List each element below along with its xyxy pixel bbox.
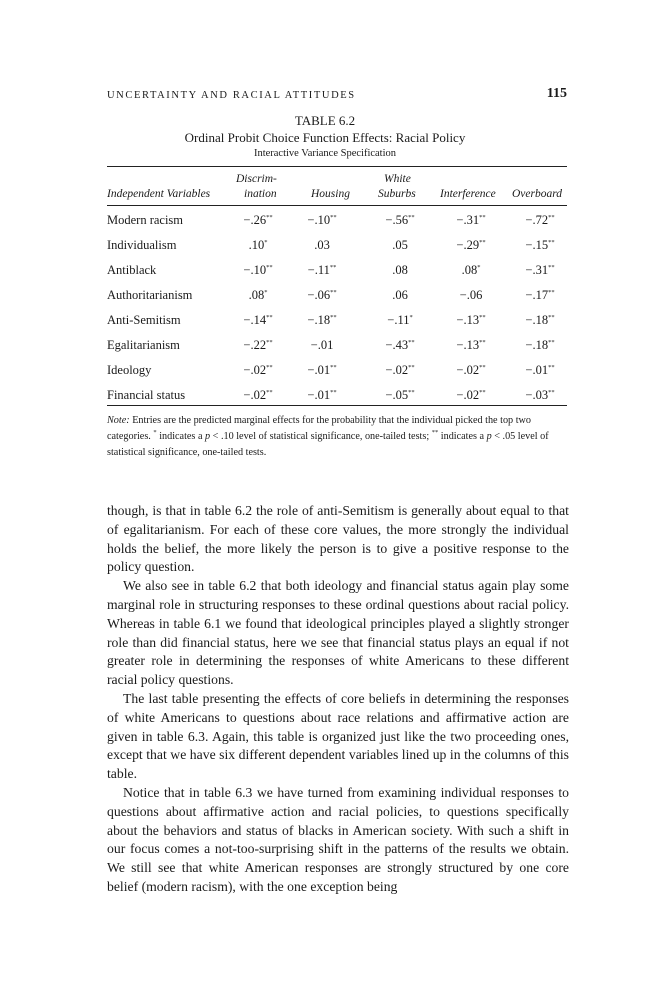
cell-value: −.03 <box>525 388 549 402</box>
cell-value: −.05 <box>385 388 409 402</box>
note-text-2: indicates a <box>156 431 206 442</box>
cell-value: −.06 <box>459 288 483 302</box>
cell-value: .08 <box>392 263 408 277</box>
page-number: 115 <box>546 86 567 101</box>
table-cell <box>292 338 352 353</box>
table-cell <box>292 288 352 303</box>
cell-value: −.18 <box>307 313 331 327</box>
cell-value: −.56 <box>385 213 409 227</box>
column-header-overboard: Overboard <box>512 188 563 200</box>
table-cell <box>228 338 288 353</box>
significance-marker: ** <box>408 214 415 221</box>
significance-marker: ** <box>266 314 273 321</box>
significance-marker: * <box>409 314 413 321</box>
column-header-independent-variables: Independent Variables <box>107 188 211 200</box>
table-cell <box>510 388 570 403</box>
cell-value: −.02 <box>243 363 267 377</box>
significance-marker: ** <box>330 214 337 221</box>
cell-value: .08 <box>461 263 478 277</box>
paragraph-1: though, is that in table 6.2 the role of anti-Semitism is generally about equal to that of egalitarianism. For each of these core values, the more strongly the individual holds the belief, the more likely the person is to give a positive response to the policy question. <box>107 503 569 575</box>
significance-marker: ** <box>408 339 415 346</box>
cell-value: −.72 <box>525 213 549 227</box>
table-cell <box>228 238 288 253</box>
significance-marker: ** <box>548 289 555 296</box>
cell-value: −.06 <box>307 288 331 302</box>
significance-marker: ** <box>479 239 486 246</box>
cell-value: −.11 <box>387 313 410 327</box>
table-cell <box>292 213 352 228</box>
note-text-1: Entries are the predicted marginal effects for the probability that the individual picked the top two categories. <box>107 415 531 442</box>
cell-value: −.43 <box>385 338 409 352</box>
significance-marker: ** <box>408 364 415 371</box>
table-cell <box>292 263 352 278</box>
cell-value: −.13 <box>456 313 480 327</box>
cell-value: −.01 <box>310 338 334 352</box>
column-header-white-suburbs-line2: Suburbs <box>378 188 416 200</box>
row-variable-label: Modern racism <box>107 213 184 227</box>
cell-value: −.18 <box>525 338 549 352</box>
table-cell <box>370 313 430 328</box>
table-label: TABLE 6.2 <box>294 113 356 128</box>
table-bottom-rule <box>107 405 567 406</box>
column-header-discrimination-line1: Discrim- <box>236 173 277 185</box>
cell-value: −.10 <box>243 263 267 277</box>
column-header-white-suburbs-line1: White <box>384 173 411 185</box>
cell-value: −.02 <box>385 363 409 377</box>
table-cell <box>370 288 430 303</box>
cell-value: .10 <box>248 238 265 252</box>
column-header-interference: Interference <box>440 188 496 200</box>
significance-marker: ** <box>548 364 555 371</box>
table-cell <box>228 263 288 278</box>
significance-marker: ** <box>479 314 486 321</box>
table-cell <box>441 313 501 328</box>
note-text-5: < .05 level of statistical significance, one-tailed tests. <box>107 431 549 458</box>
table-cell <box>441 388 501 403</box>
cell-value: −.31 <box>525 263 549 277</box>
significance-marker: ** <box>330 389 337 396</box>
table-cell <box>370 263 430 278</box>
table-cell <box>441 363 501 378</box>
table-cell <box>441 288 501 303</box>
table-cell <box>292 363 352 378</box>
table-cell <box>370 238 430 253</box>
significance-marker: ** <box>479 389 486 396</box>
cell-value: −.01 <box>525 363 549 377</box>
table-cell <box>441 238 501 253</box>
significance-marker: ** <box>479 364 486 371</box>
table-cell <box>228 388 288 403</box>
significance-marker: ** <box>266 364 273 371</box>
table-cell <box>441 263 501 278</box>
note-p-2: p <box>486 431 492 442</box>
significance-marker: ** <box>479 339 486 346</box>
cell-value: −.17 <box>525 288 549 302</box>
table-cell <box>510 338 570 353</box>
table-cell <box>510 288 570 303</box>
body-text <box>107 502 569 897</box>
row-variable-label: Antiblack <box>107 263 157 277</box>
cell-value: −.26 <box>243 213 267 227</box>
column-header-housing: Housing <box>311 188 350 200</box>
table-cell <box>228 313 288 328</box>
significance-marker: ** <box>548 239 555 246</box>
significance-marker: ** <box>479 214 486 221</box>
row-variable-label: Egalitarianism <box>107 338 180 352</box>
row-variable-label: Authoritarianism <box>107 288 193 302</box>
paragraph-4: Notice that in table 6.3 we have turned from examining individual responses to questions about affirmative action and racial policies, to questions specifically about the behaviors and status of blacks in American society. With such a shift in our focus comes a not-too-surprising shift in the patterns of the results we obtain. We still see that white American responses are strongly structured by one core belief (modern racism), with the one exception being <box>107 784 569 894</box>
table-subcaption: Interactive Variance Specification <box>253 148 397 159</box>
table-cell <box>292 238 352 253</box>
table-top-rule <box>107 166 567 167</box>
table-caption: Ordinal Probit Choice Function Effects: Racial Policy <box>184 130 466 145</box>
table-cell <box>292 313 352 328</box>
cell-value: −.31 <box>456 213 480 227</box>
row-variable-label: Anti-Semitism <box>107 313 181 327</box>
table-cell <box>510 313 570 328</box>
note-sup-2: ** <box>431 429 439 436</box>
table-cell <box>510 213 570 228</box>
significance-marker: ** <box>266 214 273 221</box>
cell-value: .03 <box>314 238 330 252</box>
paragraph-3: The last table presenting the effects of core beliefs in determining the responses of white Americans to questions about race relations and affirmative action are given in table 6.3. Again, this table is organized just like the two proceeding ones, except that we have six different dependent variables lined up in the columns of this table. <box>107 690 569 782</box>
table-cell <box>441 338 501 353</box>
cell-value: −.01 <box>307 363 331 377</box>
cell-value: −.11 <box>307 263 330 277</box>
cell-value: −.10 <box>307 213 331 227</box>
column-header-discrimination-line2: ination <box>244 188 277 200</box>
significance-marker: ** <box>266 264 273 271</box>
note-label: Note: <box>107 415 130 426</box>
cell-value: −.01 <box>307 388 331 402</box>
note-text-4: indicates a <box>438 431 487 442</box>
table-cell <box>510 363 570 378</box>
significance-marker: ** <box>548 389 555 396</box>
paragraph-2: We also see in table 6.2 that both ideology and financial status again play some marginal role in structuring responses to these ordinal questions about racial policy. Whereas in table 6.1 we found that ideological principles played a slightly stronger role than did financial status, here we see that financial status plays an equal if not greater role in determining the responses of white Americans to these different racial policy questions. <box>107 578 569 688</box>
cell-value: −.29 <box>456 238 480 252</box>
significance-marker: ** <box>548 314 555 321</box>
cell-value: −.18 <box>525 313 549 327</box>
significance-marker: ** <box>329 264 337 271</box>
table-cell <box>292 388 352 403</box>
significance-marker: ** <box>330 314 337 321</box>
cell-value: −.15 <box>525 238 549 252</box>
cell-value: .06 <box>392 288 408 302</box>
significance-marker: ** <box>330 289 337 296</box>
significance-marker: ** <box>548 264 555 271</box>
cell-value: −.02 <box>456 388 480 402</box>
table-cell <box>370 388 430 403</box>
table-cell <box>370 363 430 378</box>
significance-marker: ** <box>266 339 273 346</box>
table-cell <box>510 263 570 278</box>
table-cell <box>510 238 570 253</box>
running-head: UNCERTAINTY AND RACIAL ATTITUDES <box>107 90 356 101</box>
significance-marker: ** <box>548 214 555 221</box>
cell-value: −.13 <box>456 338 480 352</box>
table-cell <box>370 338 430 353</box>
cell-value: .05 <box>392 238 408 252</box>
note-text-3: < .10 level of statistical significance, one-tailed tests; <box>210 431 432 442</box>
row-variable-label: Financial status <box>107 388 186 402</box>
note-sup-1: * <box>153 429 157 436</box>
cell-value: .08 <box>248 288 265 302</box>
row-variable-label: Individualism <box>107 238 177 252</box>
table-note <box>107 413 569 461</box>
cell-value: −.02 <box>456 363 480 377</box>
significance-marker: * <box>264 239 268 246</box>
table-cell <box>228 363 288 378</box>
significance-marker: ** <box>548 339 555 346</box>
row-variable-label: Ideology <box>107 363 152 377</box>
cell-value: −.14 <box>243 313 267 327</box>
significance-marker: * <box>477 264 481 271</box>
cell-value: −.02 <box>243 388 267 402</box>
table-cell <box>370 213 430 228</box>
table-cell <box>228 288 288 303</box>
significance-marker: ** <box>266 389 273 396</box>
significance-marker: * <box>264 289 268 296</box>
table-cell <box>441 213 501 228</box>
table-cell <box>228 213 288 228</box>
cell-value: −.22 <box>243 338 267 352</box>
note-p-1: p <box>205 431 211 442</box>
significance-marker: ** <box>330 364 337 371</box>
table-header-rule <box>107 205 567 206</box>
significance-marker: ** <box>408 389 415 396</box>
